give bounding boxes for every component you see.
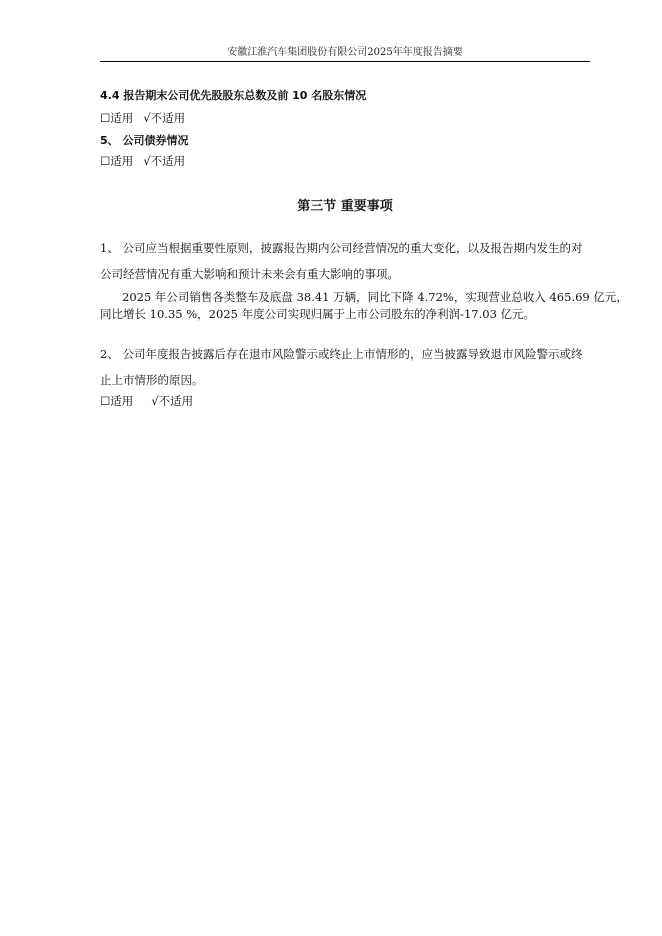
section-4-4-options — [100, 110, 185, 126]
item-2-options — [100, 393, 193, 409]
item-1-detail-line-1: 2025 年公司销售各类整车及底盘 38.41 万辆，同比下降 4.72%，实现营业总收入 465.69 亿元， — [122, 290, 628, 304]
chapter-title: 第三节 重要事项 — [297, 199, 393, 214]
option-applicable: ☐适用 — [100, 394, 134, 408]
option-applicable: ☐适用 — [100, 111, 134, 125]
item-1-detail-line-2: 同比增长 10.35 %，2025 年度公司实现归属于上市公司股东的净利润-17.03 亿元。 — [100, 307, 536, 321]
page-header — [100, 45, 590, 62]
header-title: 安徽江淮汽车集团股份有限公司2025年年度报告摘要 — [227, 47, 463, 58]
section-5-heading: 5、 公司债券情况 — [100, 134, 189, 147]
item-2-line-1: 2、 公司年度报告披露后存在退市风险警示或终止上市情形的，应当披露导致退市风险警示或终 — [100, 347, 583, 361]
option-not-applicable: √不适用 — [143, 111, 186, 125]
item-1-line-1: 1、 公司应当根据重要性原则，披露报告期内公司经营情况的重大变化，以及报告期内发生的对 — [100, 241, 583, 255]
option-not-applicable: √不适用 — [143, 154, 186, 168]
section-5-options — [100, 153, 185, 169]
item-1-line-2: 公司经营情况有重大影响和预计未来会有重大影响的事项。 — [100, 267, 399, 281]
section-4-4-heading: 4.4 报告期末公司优先股股东总数及前 10 名股东情况 — [100, 89, 367, 102]
item-2-line-2: 止上市情形的原因。 — [100, 373, 204, 387]
option-not-applicable: √不适用 — [151, 394, 194, 408]
option-applicable: ☐适用 — [100, 154, 134, 168]
